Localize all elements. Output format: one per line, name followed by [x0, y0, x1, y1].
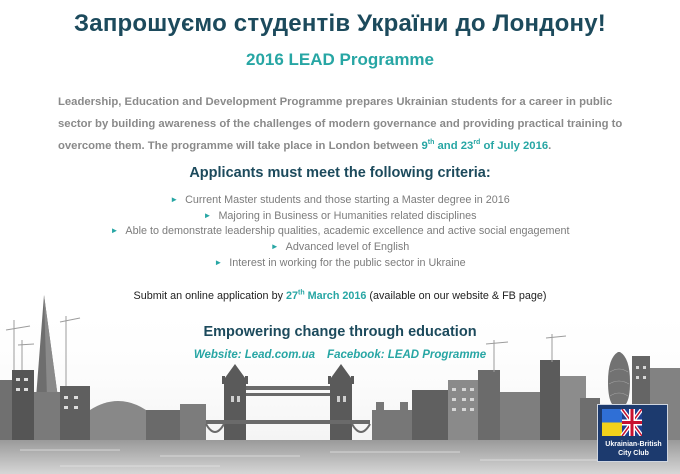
programme-subtitle: 2016 LEAD Programme [245, 50, 435, 69]
website-link[interactable]: Website: Lead.com.ua [193, 349, 316, 361]
deadline-day: 27 [285, 290, 298, 302]
programme-description [58, 91, 628, 157]
criteria-item-text: Advanced level of English [285, 241, 410, 254]
logo-line-1: Ukrainian-British [605, 441, 662, 448]
start-date-suffix: th [427, 139, 435, 147]
list-item [0, 240, 680, 256]
date-connector: and [434, 140, 461, 152]
criteria-item-text: Interest in working for the public sector in Ukraine [229, 256, 466, 269]
criteria-item-text: Able to demonstrate leadership qualities, academic excellence and active social engagement [125, 225, 570, 238]
criteria-list [0, 193, 680, 272]
triangle-right-icon: ► [214, 257, 223, 267]
end-date-suffix: rd [473, 139, 481, 147]
deadline-suffix: th [298, 289, 305, 297]
contact-links [0, 349, 680, 361]
criteria-heading: Applicants must meet the following criteria: [189, 165, 491, 181]
list-item [0, 209, 680, 225]
triangle-right-icon: ► [270, 242, 279, 252]
submit-deadline [0, 290, 680, 302]
start-date-highlight [421, 140, 548, 152]
criteria-item-text: Current Master students and those starting a Master degree in 2016 [185, 194, 510, 206]
criteria-item-text: Majoring in Business or Humanities related disciplines [218, 209, 477, 222]
deadline-month: March 2016 [304, 290, 367, 302]
facebook-link[interactable]: Facebook: LEAD Programme [327, 349, 487, 361]
tagline: Empowering change through education [203, 324, 477, 340]
end-date-day: 23 [460, 140, 474, 152]
submit-note: (available on our website & FB page) [366, 290, 547, 302]
description-text: Leadership, Education and Development Programme prepares Ukrainian students for a career in public sector by building awareness of the challenges of modern governance and providing practical training to overcome them. The programme will take place in London between [58, 96, 623, 152]
ukraine-uk-flag-icon [602, 409, 642, 436]
triangle-right-icon: ► [170, 195, 179, 204]
triangle-right-icon: ► [203, 210, 212, 220]
start-date-day: 9 [421, 140, 428, 152]
description-end: . [548, 140, 552, 152]
list-item [0, 256, 680, 272]
list-item [0, 224, 680, 240]
triangle-right-icon: ► [110, 226, 119, 236]
page-title: Запрошуємо студентів України до Лондону! [74, 10, 606, 37]
club-logo [597, 404, 668, 462]
logo-line-2: City Club [618, 450, 649, 457]
list-item [0, 193, 680, 209]
submit-text: Submit an online application by [133, 290, 286, 302]
deadline-highlight [286, 290, 366, 302]
end-date-month: of July 2016 [480, 140, 549, 152]
logo-text [600, 440, 667, 458]
